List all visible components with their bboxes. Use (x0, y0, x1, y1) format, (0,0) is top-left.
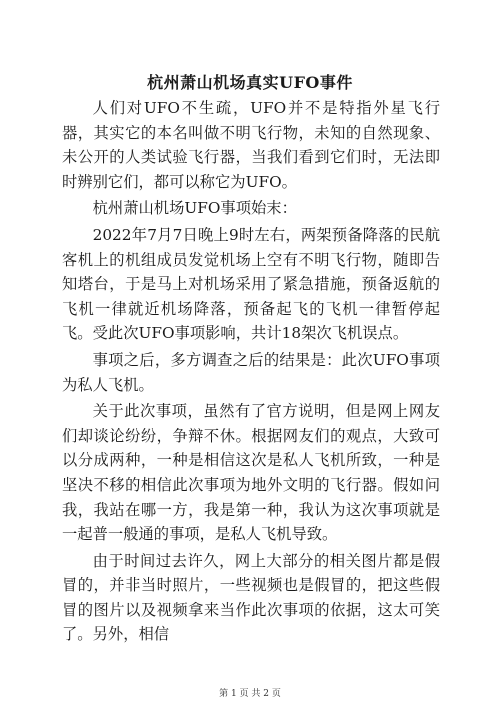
paragraph-investigation-result: 事项之后，多方调查之后的结果是：此次UFO事项为私人飞机。 (62, 350, 440, 394)
paragraph-fake-images: 由于时间过去许久，网上大部分的相关图片都是假冒的，并非当时照片，一些视频也是假冒的，把这些假冒的图片以及视频拿来当作此次事项的依据，这太可笑了。另外，相信 (62, 551, 440, 644)
paragraph-event-details: 2022年7月7日晚上9时左右，两架预备降落的民航客机上的机组成员发觉机场上空有不明飞行物，随即告知塔台，于是马上对机场采用了紧急措施，预备返航的飞机一律就近机场降落，预备起飞的飞机一律暂停起飞。受此次UFO事项影响，共计18架次飞机误点。 (62, 225, 440, 343)
page-footer: 第 1 页 共 2 页 (219, 689, 281, 699)
paragraph-netizen-debate: 关于此次事项，虽然有了官方说明，但是网上网友们却谈论纷纷，争辩不休。根据网友们的观点，大致可以分成两种，一种是相信这次是私人飞机所致，一种是坚决不移的相信此次事项为地外文明的飞行器。假如问我，我站在哪一方，我是第一种，我认为这次事项就是一起普一般通的事项，是私人飞机导致。 (62, 402, 440, 544)
paragraph-heading-origin: 杭州萧山机场UFO事项始末： (92, 199, 297, 218)
document-title: 杭州萧山机场真实UFO事件 (147, 73, 353, 92)
document-body (62, 96, 440, 649)
paragraph-intro: 人们对UFO不生疏，UFO并不是特指外星飞行器，其实它的本名叫做不明飞行物，未知的自然现象、未公开的人类试验飞行器，当我们看到它们时，无法即时辨别它们，都可以称它为UFO。 (62, 99, 440, 191)
